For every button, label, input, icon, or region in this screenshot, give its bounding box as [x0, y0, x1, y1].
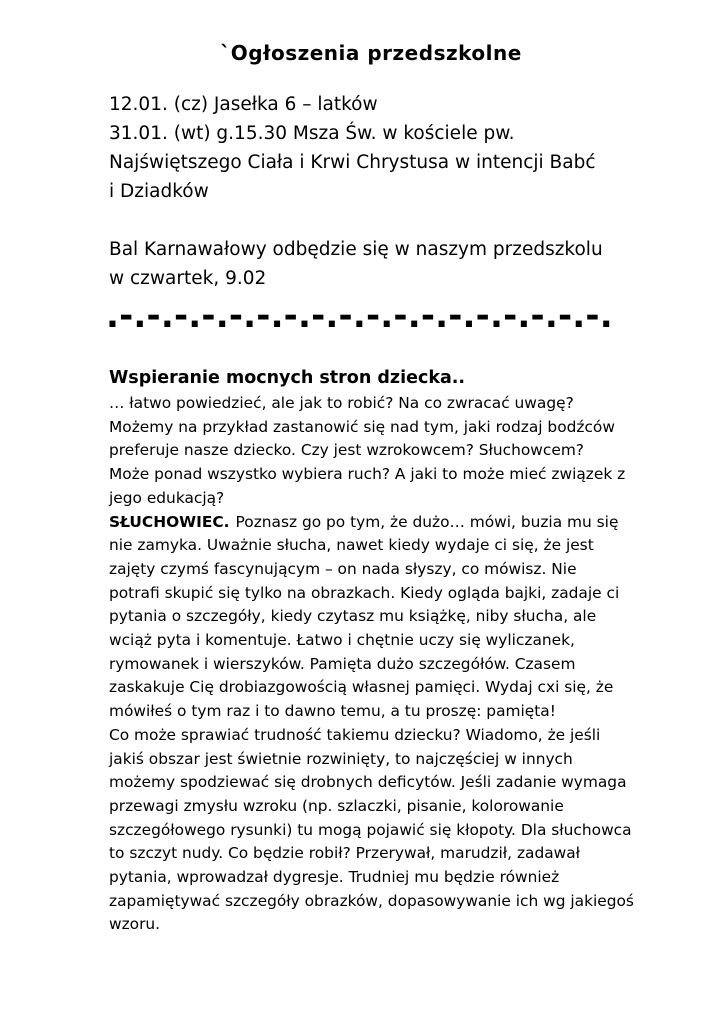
article-line: Może ponad wszystko wybiera ruch? A jaki to może mieć związek z: [109, 465, 626, 484]
article-line: przewagi zmysłu wzroku (np. szlaczki, pisanie, kolorowanie: [109, 796, 564, 815]
announcement-line: Bal Karnawałowy odbędzie się w naszym przedszkolu: [109, 239, 603, 260]
article-line: preferuje nasze dziecko. Czy jest wzrokowcem? Słuchowcem?: [109, 441, 584, 460]
article-line: Możemy na przykład zastanowić się nad tym, jaki rodzaj bodźców: [109, 417, 615, 436]
announcement-line: Najświętszego Ciała i Krwi Chrystusa w intencji Babć: [109, 152, 596, 173]
article-line: jego edukacją?: [109, 488, 225, 507]
article-line: potrafi skupić się tylko na obrazkach. Kiedy ogląda bajki, zadaje ci: [109, 583, 620, 602]
announcements-block: [109, 90, 699, 293]
article-line: zaskakuje Cię drobiazgowością własnej pamięci. Wydaj cxi się, że: [109, 678, 614, 697]
article-line: pytania, wprowadzał dygresje. Trudniej mu będzie również: [109, 868, 560, 887]
article-line: Co może sprawiać trudność takiemu dziecku? Wiadomo, że jeśli: [109, 725, 601, 744]
article-line: możemy spodziewać się drobnych deficytów. Jeśli zadanie wymaga: [109, 773, 627, 792]
article-line: jakiś obszar jest świetnie rozwinięty, to najczęściej w innych: [109, 749, 573, 768]
page-title: `Ogłoszenia przedszkolne: [220, 41, 522, 65]
lead-rest: Poznasz go po tym, że dużo… mówi, buzia mu się: [235, 512, 619, 531]
announcement-line: 12.01. (cz) Jasełka 6 – latków: [109, 94, 378, 115]
article-lead-line: [109, 511, 709, 535]
article-line: wciąż pyta i komentuje. Łatwo i chętnie uczy się wyliczanek,: [109, 631, 575, 650]
dotted-divider: .-.-.-.-.-.-.-.-.-.-.-.-.-.-.-.-.-.-.: [106, 296, 613, 336]
article-line: … łatwo powiedzieć, ale jak to robić? Na co zwracać uwagę?: [109, 394, 574, 412]
article-line: rymowanek i wierszyków. Pamięta dużo szczegółów. Czasem: [109, 654, 576, 673]
article-body: [109, 392, 709, 937]
article-line: mówiłeś o tym raz i to dawno temu, a tu proszę: pamięta!: [109, 702, 556, 721]
article-line: nie zamyka. Uważnie słucha, nawet kiedy wydaje ci się, że jest: [109, 536, 594, 555]
article-line: to szczyt nudy. Co będzie robił? Przerywał, marudził, zadawał: [109, 844, 581, 863]
announcement-line: i Dziadków: [109, 181, 209, 202]
paragraph-gap: [109, 206, 699, 235]
article-line: wzoru.: [109, 915, 161, 934]
article-line: szczegółowego rysunki) tu mogą pojawić się kłopoty. Dla słuchowca: [109, 820, 632, 839]
article-line: zapamiętywać szczegóły obrazków, dopasowywanie ich wg jakiegoś: [109, 891, 634, 910]
announcement-line: w czwartek, 9.02: [109, 268, 267, 289]
article-section: [109, 364, 709, 937]
article-line: zajęty czymś fascynującym – on nada słyszy, co mówisz. Nie: [109, 559, 577, 578]
lead-term: SŁUCHOWIEC.: [109, 512, 230, 531]
announcement-line: 31.01. (wt) g.15.30 Msza Św. w kościele pw.: [109, 123, 515, 144]
article-line: pytania o szczegóły, kiedy czytasz mu książkę, niby słucha, ale: [109, 607, 597, 626]
article-title: Wspieranie mocnych stron dziecka..: [109, 368, 466, 388]
